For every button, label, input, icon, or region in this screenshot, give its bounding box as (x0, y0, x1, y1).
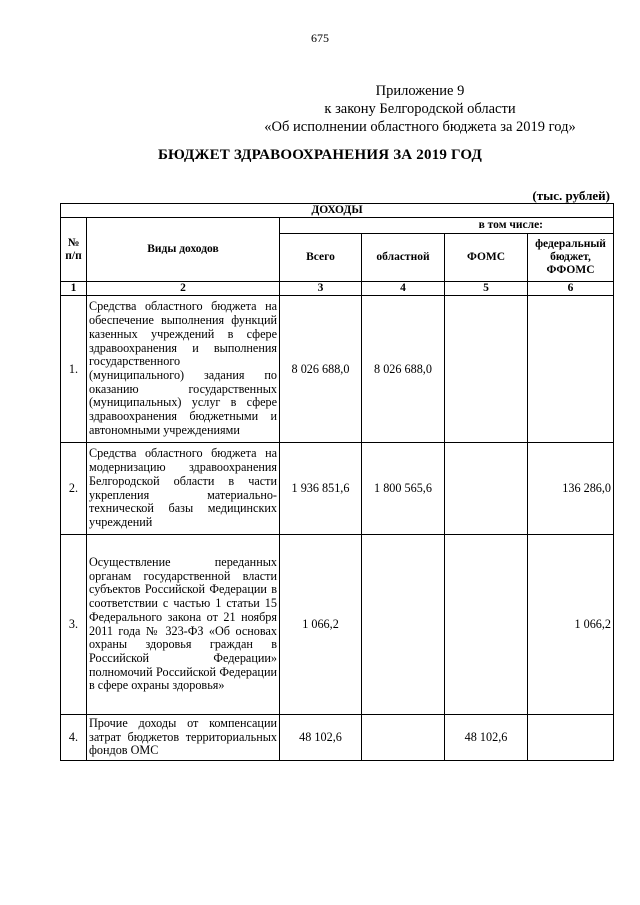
col-index: 1 (61, 282, 87, 296)
col-header-foms: ФОМС (445, 234, 528, 282)
col-index: 3 (280, 282, 362, 296)
document-title: БЮДЖЕТ ЗДРАВООХРАНЕНИЯ ЗА 2019 ГОД (157, 147, 483, 163)
cell-regional: 1 800 565,6 (362, 443, 445, 535)
col-index: 2 (87, 282, 280, 296)
appendix-line-2: к закону Белгородской области (324, 101, 516, 117)
budget-table (60, 203, 614, 761)
page-number: 675 (311, 31, 329, 45)
cell-foms: 48 102,6 (445, 715, 528, 761)
row-description: Средства областного бюджета на модернизацию здравоохранения Белгородской области в части укрепления материально-технической базы медицинских учреждений (87, 443, 280, 535)
cell-total: 48 102,6 (280, 715, 362, 761)
appendix-header (240, 82, 600, 136)
row-number: 3. (61, 535, 87, 715)
table-row (61, 443, 614, 535)
cell-federal: 1 066,2 (528, 535, 614, 715)
section-header: ДОХОДЫ (61, 204, 614, 218)
row-description: Средства областного бюджета на обеспечение выполнения функций казенных учреждений в сфере здравоохранения и выполнения государственного (муниципального) задания по оказанию государственных (муниципальных) услуг в сфере здравоохранения бюджетными и автономными учреждениями (87, 296, 280, 443)
cell-foms (445, 535, 528, 715)
cell-foms (445, 443, 528, 535)
col-index: 6 (528, 282, 614, 296)
cell-foms (445, 296, 528, 443)
cell-federal: 136 286,0 (528, 443, 614, 535)
cell-federal (528, 715, 614, 761)
cell-total: 1 936 851,6 (280, 443, 362, 535)
table-row (61, 715, 614, 761)
col-header-num: № п/п (61, 218, 87, 282)
col-header-federal: федеральный бюджет, ФФОМС (528, 234, 614, 282)
cell-total: 8 026 688,0 (280, 296, 362, 443)
col-header-including: в том числе: (280, 218, 614, 234)
appendix-line-3: «Об исполнении областного бюджета за 2019 год» (264, 119, 576, 135)
cell-regional: 8 026 688,0 (362, 296, 445, 443)
table-row (61, 535, 614, 715)
cell-total: 1 066,2 (280, 535, 362, 715)
col-header-regional: областной (362, 234, 445, 282)
row-description: Прочие доходы от компенсации затрат бюджетов территориальных фондов ОМС (87, 715, 280, 761)
row-number: 2. (61, 443, 87, 535)
appendix-line-1: Приложение 9 (375, 83, 465, 99)
col-index: 4 (362, 282, 445, 296)
col-header-total: Всего (280, 234, 362, 282)
table-row (61, 296, 614, 443)
col-index: 5 (445, 282, 528, 296)
row-description: Осуществление переданных органам государственной власти субъектов Российской Федерации в соответствии с частью 1 статьи 15 Федерального закона от 21 ноября 2011 года № 323-ФЗ «Об основах охраны здоровья граждан в Российской Федерации» полномочий Российской Федерации в сфере охраны здоровья» (87, 535, 280, 715)
cell-federal (528, 296, 614, 443)
units-label: (тыс. рублей) (532, 188, 610, 203)
cell-regional (362, 535, 445, 715)
row-number: 4. (61, 715, 87, 761)
row-number: 1. (61, 296, 87, 443)
cell-regional (362, 715, 445, 761)
col-header-kind: Виды доходов (87, 218, 280, 282)
